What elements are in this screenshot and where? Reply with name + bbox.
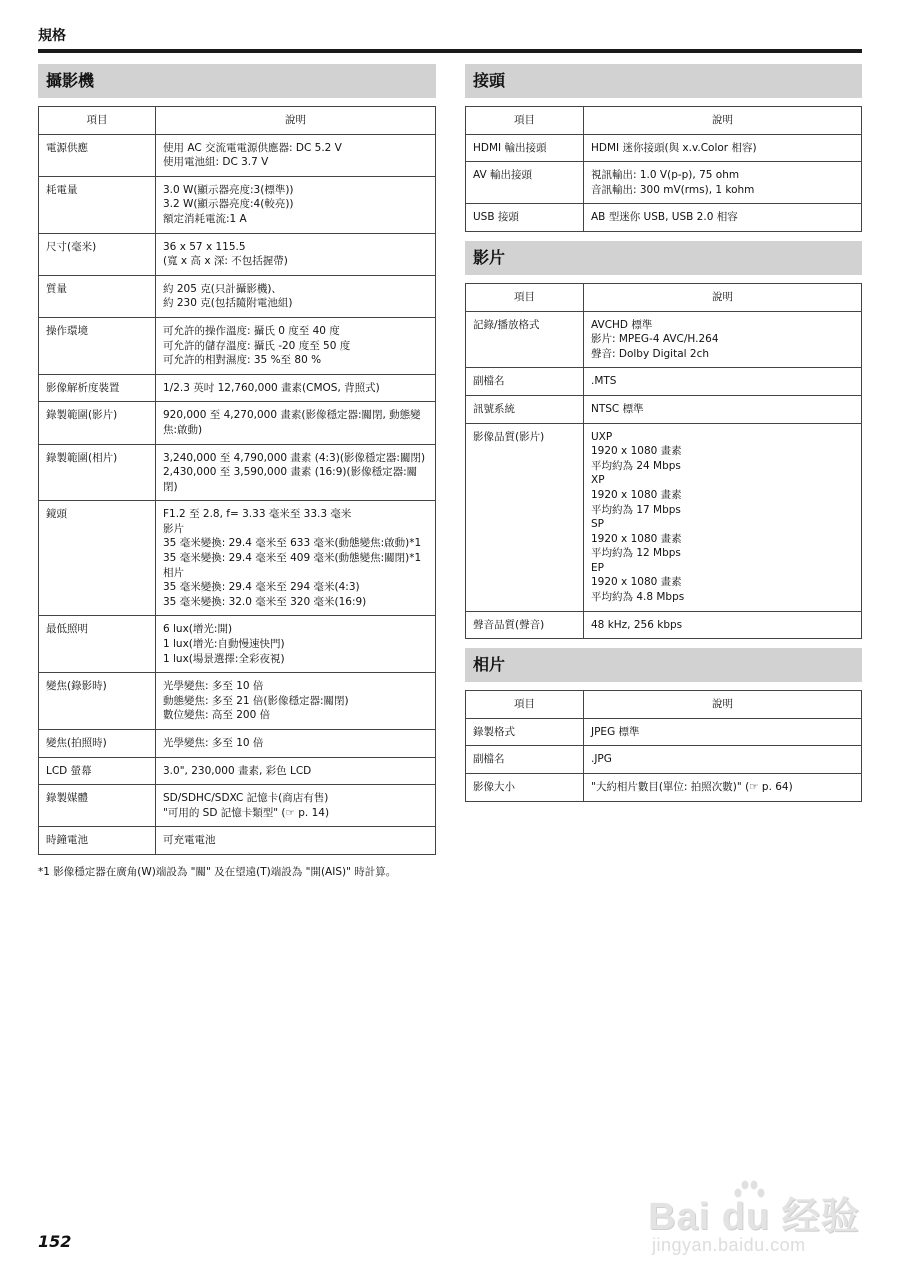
spec-description-line: 使用電池組: DC 3.7 V — [163, 156, 269, 169]
connectors-spec-rows — [466, 134, 862, 231]
spec-description-cell — [584, 311, 862, 368]
table-row — [466, 718, 862, 746]
table-row — [39, 402, 436, 444]
video-spec-rows — [466, 311, 862, 639]
spec-description-line: 920,000 至 4,270,000 畫素(影像穩定器:關閉, 動態變焦:啟動) — [163, 409, 421, 436]
spec-description-cell — [584, 611, 862, 639]
spec-item-cell: 影像大小 — [466, 774, 584, 802]
page-header — [38, 27, 862, 53]
spec-description-line: 視訊輸出: 1.0 V(p-p), 75 ohm — [591, 169, 740, 182]
spec-item-cell: 操作環境 — [39, 317, 156, 374]
column-header-description: 說明 — [156, 107, 436, 135]
spec-description-line: "大約相片數目(單位: 拍照次數)" (☞ p. 64) — [591, 781, 793, 794]
spec-description-line: 平均約為 12 Mbps — [591, 547, 681, 560]
table-header-row — [466, 283, 862, 311]
column-header-description: 說明 — [584, 691, 862, 719]
spec-description-line: 3.2 W(顯示器亮度:4(較亮)) — [163, 198, 294, 211]
spec-description-line: SD/SDHC/SDXC 記憶卡(商店有售) — [163, 792, 329, 805]
spec-description-cell — [156, 827, 436, 855]
camera-spec-rows — [39, 134, 436, 854]
baidu-jingyan-watermark — [648, 1185, 868, 1265]
spec-item-cell: 影像品質(影片) — [466, 423, 584, 611]
spec-item-cell: 變焦(錄影時) — [39, 673, 156, 730]
spec-item-cell: 訊號系統 — [466, 395, 584, 423]
spec-description-line: .JPG — [591, 753, 612, 766]
spec-description-line: EP — [591, 561, 604, 574]
spec-item-cell: 耗電量 — [39, 176, 156, 233]
spec-description-cell — [156, 785, 436, 827]
section-title-photo: 相片 — [465, 648, 862, 682]
spec-description-line: .MTS — [591, 375, 617, 388]
spec-item-cell: 錄製格式 — [466, 718, 584, 746]
column-header-description: 說明 — [584, 283, 862, 311]
spec-description-line: 光學變焦: 多至 10 倍 — [163, 737, 264, 749]
spec-description-line: AB 型迷你 USB, USB 2.0 相容 — [591, 211, 738, 224]
table-row — [466, 368, 862, 396]
spec-description-cell — [584, 204, 862, 232]
table-row — [466, 395, 862, 423]
watermark-logo-text: Bai du 经验 — [648, 1196, 860, 1238]
spec-description-line: UXP — [591, 430, 613, 443]
spec-description-cell — [156, 616, 436, 673]
spec-item-cell: 記錄/播放格式 — [466, 311, 584, 368]
table-row — [39, 374, 436, 402]
spec-description-line: 3.0 W(顯示器亮度:3(標準)) — [163, 183, 294, 196]
spec-item-cell: 錄製範圍(影片) — [39, 402, 156, 444]
spec-description-line: 2,430,000 至 3,590,000 畫素 (16:9)(影像穩定器:關閉) — [163, 466, 418, 493]
page-number: 152 — [38, 1232, 72, 1251]
spec-description-line: 6 lux(增光:開) — [163, 623, 233, 636]
spec-description-line: 35 毫米變換: 29.4 毫米至 633 毫米(動態變焦:啟動)*1 — [163, 537, 422, 550]
spec-item-cell: 尺寸(毫米) — [39, 233, 156, 275]
table-row — [466, 746, 862, 774]
spec-description-line: 1920 x 1080 畫素 — [591, 445, 682, 458]
spec-description-line: SP — [591, 518, 604, 531]
spec-description-cell — [156, 402, 436, 444]
spec-item-cell: 影像解析度裝置 — [39, 374, 156, 402]
spec-description-line: "可用的 SD 記憶卡類型" (☞ p. 14) — [163, 806, 330, 819]
spec-description-line: 平均約為 17 Mbps — [591, 503, 681, 516]
spec-description-line: 可允許的操作溫度: 攝氏 0 度至 40 度 — [163, 324, 340, 337]
spec-description-line: 光學變焦: 多至 10 倍 — [163, 680, 264, 693]
spec-description-line: 48 kHz, 256 kbps — [591, 618, 683, 631]
spec-description-line: 使用 AC 交流電電源供應器: DC 5.2 V — [163, 141, 342, 154]
spec-description-line: 影片 — [163, 522, 184, 535]
spec-description-line: NTSC 標準 — [591, 402, 644, 415]
spec-description-line: 3.0", 230,000 畫素, 彩色 LCD — [163, 764, 312, 777]
spec-description-line: 音訊輸出: 300 mV(rms), 1 kohm — [591, 183, 755, 196]
section-title-video: 影片 — [465, 241, 862, 275]
spec-description-line: (寬 x 高 x 深: 不包括握帶) — [163, 255, 288, 268]
table-header-row — [466, 691, 862, 719]
footnote: *1 影像穩定器在廣角(W)端設為 "關" 及在望遠(T)端設為 "開(AIS)" 時計算。 — [38, 865, 397, 878]
spec-description-line: 35 毫米變換: 32.0 毫米至 320 毫米(16:9) — [163, 595, 367, 608]
table-row — [39, 176, 436, 233]
spec-description-cell — [584, 395, 862, 423]
spec-description-cell — [156, 374, 436, 402]
spec-item-cell: AV 輸出接頭 — [466, 162, 584, 204]
spec-description-line: 35 毫米變換: 29.4 毫米至 409 毫米(動態變焦:關閉)*1 — [163, 552, 422, 565]
spec-description-line: 聲音: Dolby Digital 2ch — [591, 347, 710, 360]
spec-description-line: 影片: MPEG-4 AVC/H.264 — [591, 333, 719, 346]
camera-spec-table — [38, 106, 436, 855]
spec-item-cell: 最低照明 — [39, 616, 156, 673]
table-row — [39, 275, 436, 317]
table-header-row — [466, 107, 862, 135]
spec-description-line: 平均約為 4.8 Mbps — [591, 591, 685, 604]
spec-description-line: 額定消耗電流:1 A — [163, 212, 247, 225]
spec-description-line: 3,240,000 至 4,790,000 畫素 (4:3)(影像穩定器:關閉) — [163, 451, 426, 464]
spec-description-cell — [156, 501, 436, 616]
spec-item-cell: 變焦(拍照時) — [39, 730, 156, 758]
spec-description-line: F1.2 至 2.8, f= 3.33 毫米至 33.3 毫米 — [163, 508, 352, 521]
spec-description-line: XP — [591, 474, 605, 487]
spec-description-line: HDMI 迷你接頭(與 x.v.Color 相容) — [591, 141, 757, 154]
spec-description-line: AVCHD 標準 — [591, 318, 653, 331]
table-header-row — [39, 107, 436, 135]
spec-description-cell — [584, 423, 862, 611]
table-row — [39, 501, 436, 616]
spec-description-line: 動態變焦: 多至 21 倍(影像穩定器:關閉) — [163, 694, 349, 707]
spec-description-cell — [156, 233, 436, 275]
section-title-camera: 攝影機 — [38, 64, 436, 98]
spec-description-line: 平均約為 24 Mbps — [591, 459, 681, 472]
spec-description-cell — [156, 757, 436, 785]
spec-item-cell: 錄製範圍(相片) — [39, 444, 156, 501]
watermark-url: jingyan.baidu.com — [652, 1235, 806, 1255]
spec-description-line: JPEG 標準 — [591, 725, 640, 738]
spec-item-cell: USB 接頭 — [466, 204, 584, 232]
spec-description-line: 可充電電池 — [163, 834, 216, 847]
table-row — [39, 785, 436, 827]
table-row — [39, 134, 436, 176]
column-header-item: 項目 — [39, 107, 156, 135]
spec-item-cell: 電源供應 — [39, 134, 156, 176]
spec-description-line: 數位變焦: 高至 200 倍 — [163, 709, 271, 722]
spec-description-line: 1920 x 1080 畫素 — [591, 488, 682, 501]
video-spec-table — [465, 283, 862, 639]
spec-description-line: 1/2.3 英吋 12,760,000 畫素(CMOS, 背照式) — [163, 381, 380, 394]
spec-item-cell: 聲音品質(聲音) — [466, 611, 584, 639]
table-row — [466, 162, 862, 204]
header-rule — [38, 49, 862, 53]
spec-description-cell — [584, 774, 862, 802]
spec-description-line: 可允許的儲存溫度: 攝氏 -20 度至 50 度 — [163, 339, 351, 352]
spec-description-cell — [584, 134, 862, 162]
spec-description-cell — [156, 444, 436, 501]
table-row — [39, 827, 436, 855]
spec-description-cell — [584, 368, 862, 396]
table-row — [39, 233, 436, 275]
table-row — [39, 317, 436, 374]
table-row — [39, 730, 436, 758]
spec-item-cell: HDMI 輸出接頭 — [466, 134, 584, 162]
spec-item-cell: LCD 螢幕 — [39, 757, 156, 785]
spec-description-cell — [156, 134, 436, 176]
section-title-connectors: 接頭 — [465, 64, 862, 98]
spec-description-cell — [584, 718, 862, 746]
photo-spec-table — [465, 690, 862, 801]
table-row — [466, 134, 862, 162]
spec-description-line: 可允許的相對濕度: 35 %至 80 % — [163, 354, 322, 367]
spec-description-line: 約 230 克(包括隨附電池組) — [163, 297, 293, 310]
spec-item-cell: 鏡頭 — [39, 501, 156, 616]
spec-description-line: 36 x 57 x 115.5 — [163, 240, 246, 253]
spec-item-cell: 質量 — [39, 275, 156, 317]
spec-description-cell — [156, 317, 436, 374]
table-row — [466, 311, 862, 368]
spec-description-line: 1 lux(場景選擇:全彩夜視) — [163, 652, 285, 665]
spec-description-cell — [156, 730, 436, 758]
table-row — [466, 774, 862, 802]
spec-description-cell — [584, 162, 862, 204]
right-column — [465, 64, 862, 802]
left-column — [38, 64, 436, 880]
spec-item-cell: 副檔名 — [466, 746, 584, 774]
spec-description-line: 相片 — [163, 566, 184, 579]
column-header-description: 說明 — [584, 107, 862, 135]
connectors-spec-table — [465, 106, 862, 232]
table-row — [39, 616, 436, 673]
spec-item-cell: 錄製媒體 — [39, 785, 156, 827]
table-row — [39, 444, 436, 501]
table-row — [39, 673, 436, 730]
table-row — [466, 423, 862, 611]
spec-item-cell: 副檔名 — [466, 368, 584, 396]
spec-description-line: 35 毫米變換: 29.4 毫米至 294 毫米(4:3) — [163, 581, 360, 594]
column-header-item: 項目 — [466, 107, 584, 135]
spec-description-line: 1 lux(增光:自動慢速快門) — [163, 638, 285, 651]
spec-description-line: 約 205 克(只計攝影機)、 — [163, 282, 282, 295]
spec-item-cell: 時鐘電池 — [39, 827, 156, 855]
spec-description-line: 1920 x 1080 畫素 — [591, 532, 682, 545]
spec-description-line: 1920 x 1080 畫素 — [591, 576, 682, 589]
photo-spec-rows — [466, 718, 862, 801]
spec-description-cell — [156, 275, 436, 317]
spec-description-cell — [156, 673, 436, 730]
column-header-item: 項目 — [466, 691, 584, 719]
spec-description-cell — [156, 176, 436, 233]
column-header-item: 項目 — [466, 283, 584, 311]
table-row — [39, 757, 436, 785]
table-row — [466, 611, 862, 639]
spec-description-cell — [584, 746, 862, 774]
table-row — [466, 204, 862, 232]
page-header-title: 規格 — [38, 28, 66, 44]
